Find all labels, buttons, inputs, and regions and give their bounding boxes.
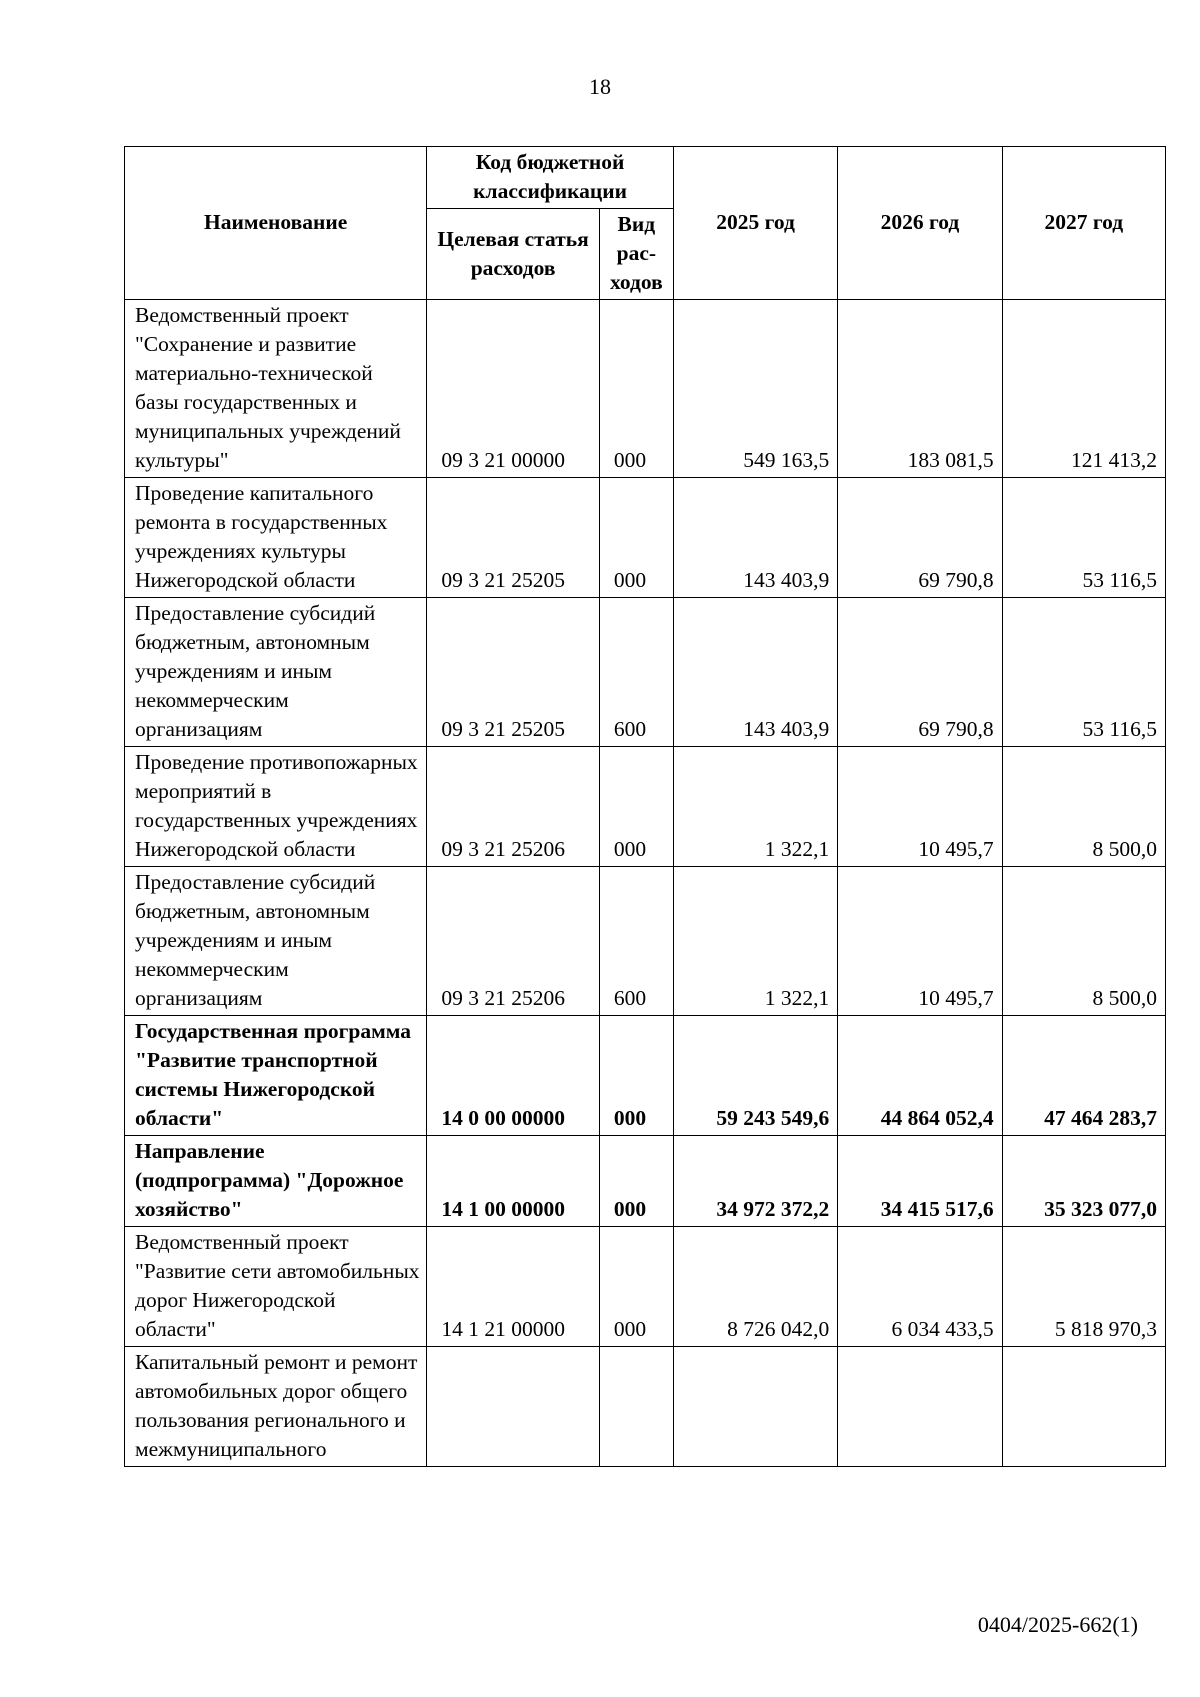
row-2025: 59 243 549,6	[673, 1016, 837, 1136]
row-2026: 183 081,5	[838, 300, 1002, 478]
row-name: Капитальный ремонт и ремонт автомобильных дорог общего пользования регионального и межмуниципального	[125, 1347, 427, 1467]
row-2026: 69 790,8	[838, 598, 1002, 747]
row-kind: 600	[599, 867, 673, 1016]
document-number: 0404/2025-662(1)	[977, 1612, 1138, 1637]
row-2025: 1 322,1	[673, 867, 837, 1016]
table-row	[125, 478, 1166, 598]
row-2027: 35 323 077,0	[1002, 1136, 1165, 1227]
table-row	[125, 1347, 1166, 1467]
row-2025: 8 726 042,0	[673, 1227, 837, 1347]
row-code: 14 0 00 00000	[427, 1016, 599, 1136]
row-2025	[673, 1347, 837, 1467]
row-2026: 10 495,7	[838, 747, 1002, 867]
header-2025: 2025 год	[673, 147, 837, 300]
row-name: Предоставление субсидий бюджетным, автономным учреждениям и иным некоммерческим организациям	[125, 598, 427, 747]
row-code: 09 3 21 00000	[427, 300, 599, 478]
row-2025: 143 403,9	[673, 598, 837, 747]
row-kind: 000	[599, 747, 673, 867]
row-2027: 53 116,5	[1002, 598, 1165, 747]
row-code	[427, 1347, 599, 1467]
row-code: 14 1 00 00000	[427, 1136, 599, 1227]
row-kind: 000	[599, 300, 673, 478]
row-kind: 600	[599, 598, 673, 747]
table-row	[125, 1016, 1166, 1136]
row-kind: 000	[599, 1227, 673, 1347]
row-2027: 121 413,2	[1002, 300, 1165, 478]
row-2027: 8 500,0	[1002, 747, 1165, 867]
row-name: Предоставление субсидий бюджетным, автономным учреждениям и иным некоммерческим организациям	[125, 867, 427, 1016]
row-2026: 6 034 433,5	[838, 1227, 1002, 1347]
table-row	[125, 1136, 1166, 1227]
row-kind: 000	[599, 478, 673, 598]
row-2027	[1002, 1347, 1165, 1467]
row-kind: 000	[599, 1016, 673, 1136]
header-kind: Вид рас-ходов	[599, 209, 673, 300]
row-2025: 34 972 372,2	[673, 1136, 837, 1227]
row-2026: 10 495,7	[838, 867, 1002, 1016]
row-code: 09 3 21 25206	[427, 747, 599, 867]
table-row	[125, 598, 1166, 747]
row-name: Проведение капитального ремонта в государственных учреждениях культуры Нижегородской области	[125, 478, 427, 598]
row-name: Направление (подпрограмма) "Дорожное хозяйство"	[125, 1136, 427, 1227]
header-2027: 2027 год	[1002, 147, 1165, 300]
budget-table	[124, 146, 1166, 1467]
header-name: Наименование	[125, 147, 427, 300]
header-target: Целевая статья расходов	[427, 209, 599, 300]
row-code: 09 3 21 25206	[427, 867, 599, 1016]
row-2027: 53 116,5	[1002, 478, 1165, 598]
table-row	[125, 867, 1166, 1016]
table-row	[125, 300, 1166, 478]
table-row	[125, 747, 1166, 867]
header-2026: 2026 год	[838, 147, 1002, 300]
row-2025: 1 322,1	[673, 747, 837, 867]
page-number: 18	[589, 74, 611, 99]
table-body	[125, 300, 1166, 1467]
row-name: Государственная программа "Развитие транспортной системы Нижегородской области"	[125, 1016, 427, 1136]
row-2027: 47 464 283,7	[1002, 1016, 1165, 1136]
row-2025: 143 403,9	[673, 478, 837, 598]
row-name: Проведение противопожарных мероприятий в государственных учреждениях Нижегородской области	[125, 747, 427, 867]
row-2025: 549 163,5	[673, 300, 837, 478]
row-code: 09 3 21 25205	[427, 598, 599, 747]
row-name: Ведомственный проект "Сохранение и развитие материально-технической базы государственных и муниципальных учреждений культуры"	[125, 300, 427, 478]
row-code: 14 1 21 00000	[427, 1227, 599, 1347]
row-2026: 44 864 052,4	[838, 1016, 1002, 1136]
header-code-group: Код бюджетной классификации	[427, 147, 674, 209]
row-kind: 000	[599, 1136, 673, 1227]
row-2026: 34 415 517,6	[838, 1136, 1002, 1227]
row-2027: 5 818 970,3	[1002, 1227, 1165, 1347]
row-2027: 8 500,0	[1002, 867, 1165, 1016]
table-row	[125, 1227, 1166, 1347]
row-kind	[599, 1347, 673, 1467]
row-2026	[838, 1347, 1002, 1467]
row-name: Ведомственный проект "Развитие сети автомобильных дорог Нижегородской области"	[125, 1227, 427, 1347]
row-code: 09 3 21 25205	[427, 478, 599, 598]
row-2026: 69 790,8	[838, 478, 1002, 598]
